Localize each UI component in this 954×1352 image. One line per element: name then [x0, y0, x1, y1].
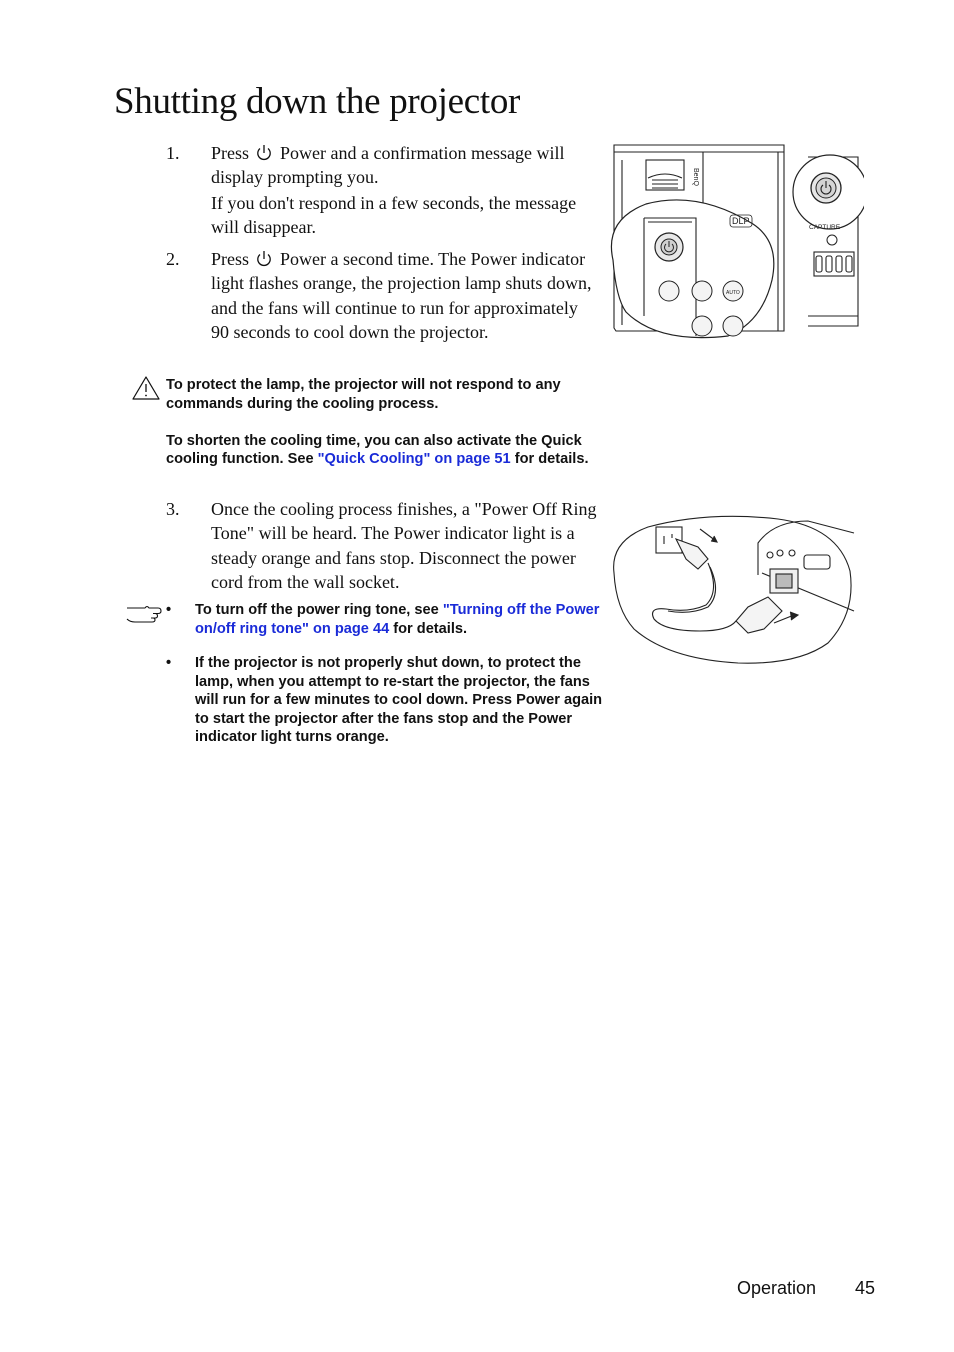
auto-button-label: AUTO [726, 290, 740, 296]
step-number: 3. [166, 499, 180, 519]
step-text-mid: a second time. The [330, 249, 467, 269]
step-text-pre: Press [211, 249, 250, 269]
power-icon [253, 250, 275, 268]
page-title: Shutting down the projector [114, 81, 521, 122]
step-number: 2. [166, 249, 180, 269]
footer-page-number: 45 [855, 1278, 876, 1298]
brand-label: BenQ [692, 168, 699, 186]
footer-section: Operation [737, 1278, 817, 1298]
step-3 [166, 497, 606, 597]
step-number: 1. [166, 143, 180, 163]
tip-text [195, 601, 607, 638]
step-extra: If you don't respond in a few seconds, the message will disappear. [211, 192, 577, 237]
power-icon [253, 144, 275, 162]
step-text-pre: Press [211, 143, 250, 163]
step-text [211, 497, 606, 594]
step-text-post: flashes orange, the projection lamp shuts down, and the fans will continue to run for approximately 90 seconds to cool down the projector. [211, 273, 592, 342]
step-text [211, 141, 593, 239]
power-ui-label: Power [280, 143, 327, 163]
caution-icon [131, 375, 161, 401]
caution-tip-text: To shorten the cooling time, you can also activate the Quick cooling function. See [166, 432, 582, 467]
ring-tone-link[interactable]: "Turning off the Power on/off ring tone" on page 44 [195, 602, 600, 637]
power-indicator-label: Power indicator light [211, 249, 586, 294]
step-text-post: " will be heard. The Power indicator light is a steady orange and fans stop. Disconnect the power cord from the wall socket. [211, 523, 576, 592]
projector-power-figure [608, 140, 864, 340]
dlp-label: DLP [732, 216, 750, 226]
step-text [211, 247, 593, 344]
tip-bullet-1 [166, 601, 607, 641]
step-text-pre: Once the cooling process finishes, a " [211, 499, 482, 519]
step-text-post: and a confirmation message will display prompting you. [211, 143, 565, 188]
step-2 [166, 247, 606, 371]
caution-note [166, 376, 606, 469]
quick-cooling-link[interactable]: "Quick Cooling" on page 51 [317, 451, 511, 467]
capture-label: CAPTURE [809, 224, 841, 231]
power-cord-figure [608, 513, 856, 665]
note-hand-icon [125, 601, 163, 623]
power-ui-label: Power [280, 249, 327, 269]
bullet: • [166, 602, 172, 618]
tip-text: If the projector is not properly shut down, to protect the lamp, when you attempt to re-start the projector, the fans will run for a few minutes to cool down. Press Power again to start the projector after the fans stop and the Power indicator light turns orange. [195, 655, 603, 745]
tip-bullet-2 [166, 654, 607, 749]
caution-tip-post: for details. [514, 451, 589, 467]
caution-text: To protect the lamp, the projector will not respond to any commands during the cooling process. [166, 377, 561, 412]
bullet: • [166, 655, 172, 671]
tip-text-post: for details. [393, 620, 468, 637]
tip-text-pre: To turn off the power ring tone, see [195, 602, 439, 618]
step-1 [166, 141, 606, 241]
ring-tone-label: Power Off Ring Tone [211, 499, 597, 544]
caution-tip [166, 432, 606, 469]
